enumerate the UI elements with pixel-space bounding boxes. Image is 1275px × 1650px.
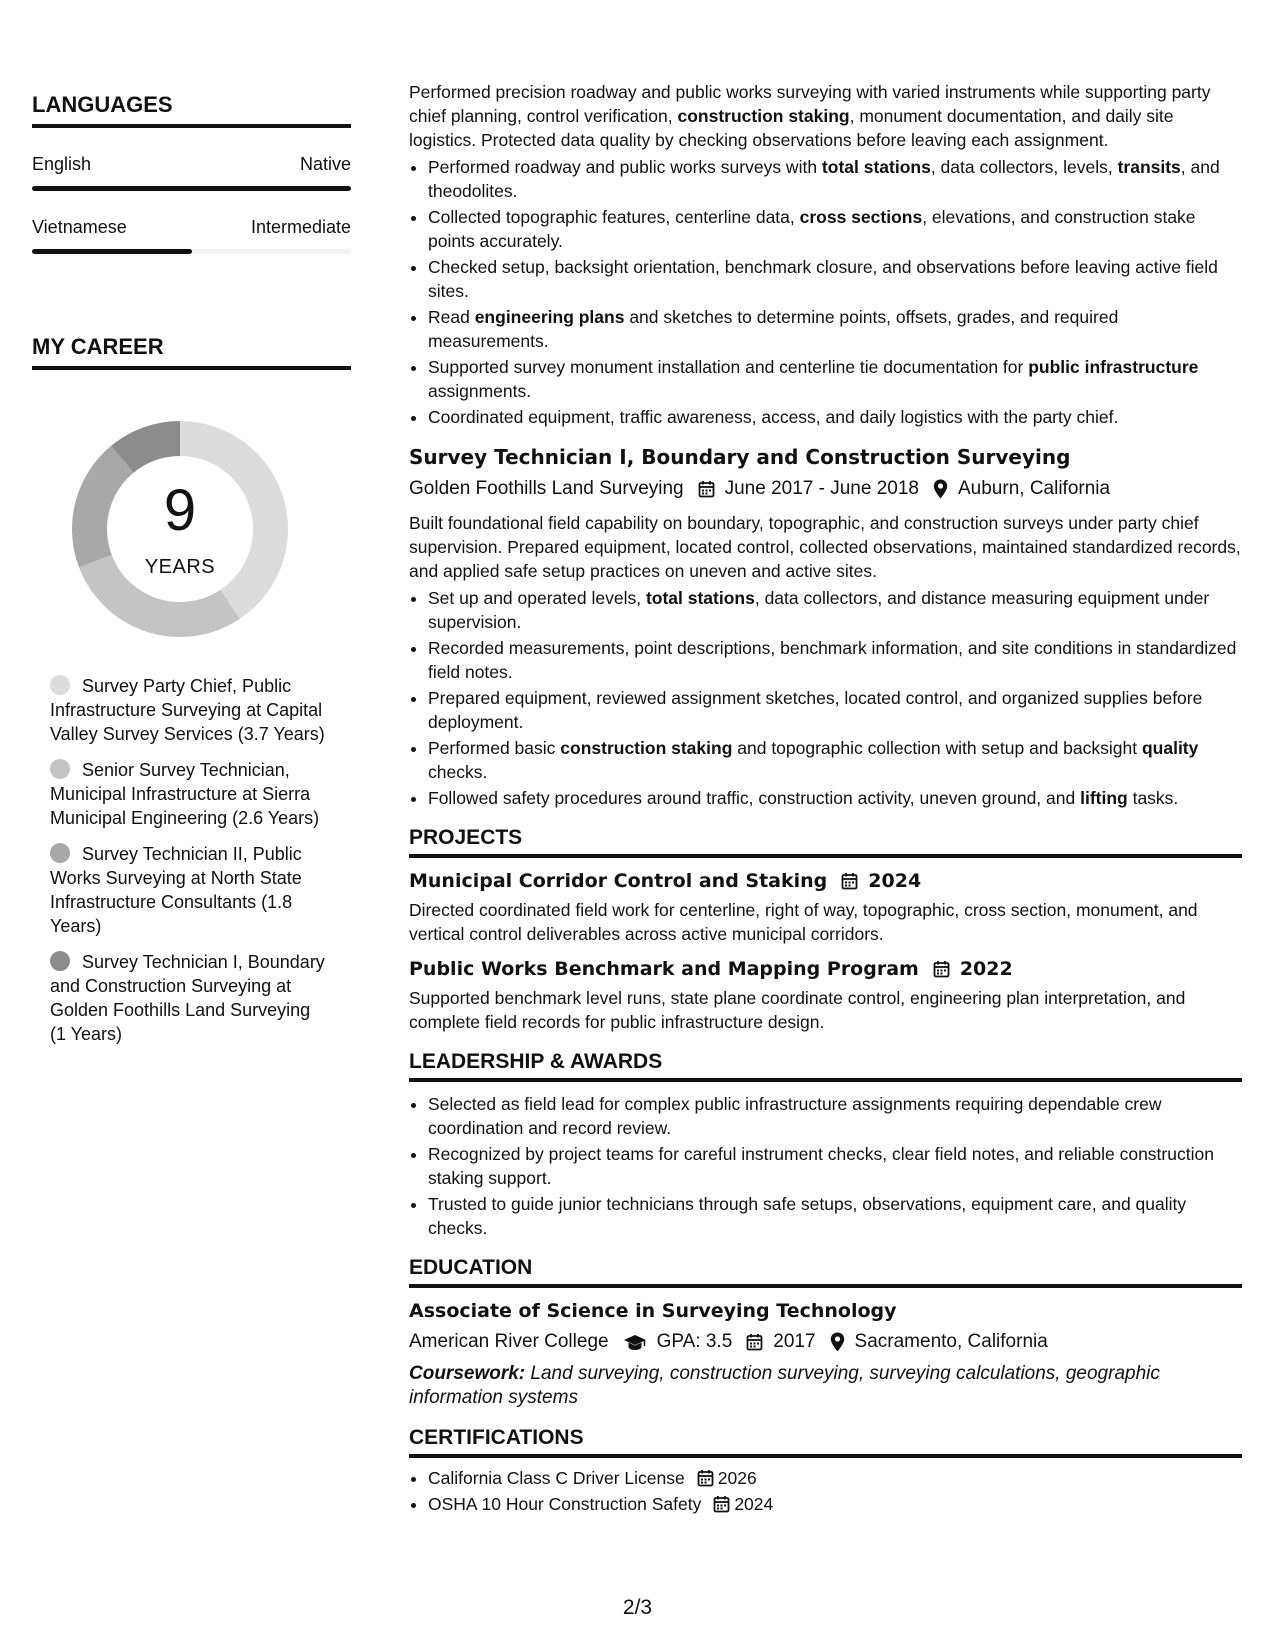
languages-heading: LANGUAGES	[32, 92, 351, 128]
experience-bullet: • Checked setup, backsight orientation, benchmark closure, and observations before leaving active field sites.	[428, 255, 1242, 303]
career-total-unit: YEARS	[144, 556, 216, 578]
career-legend-text: Senior Survey Technician, Municipal Infrastructure at Sierra Municipal Engineering (2.6 Years)	[50, 760, 320, 828]
language-name: Vietnamese	[32, 217, 127, 237]
certification-name: • California Class C Driver License	[428, 1468, 685, 1488]
map-pin-icon	[933, 479, 948, 499]
calendar-icon	[698, 480, 715, 498]
job-bullet: • Followed safety procedures around traffic, construction activity, uneven ground, and lifting tasks.	[428, 786, 1242, 810]
language-level: Intermediate	[250, 217, 351, 237]
career-legend-text: Survey Technician I, Boundary and Construction Surveying at Golden Foothills Land Surveying (1 Years)	[50, 952, 325, 1044]
project-year: 2024	[868, 870, 922, 892]
career-legend-dot	[50, 951, 70, 971]
career-legend-text: Survey Party Chief, Public Infrastructure Surveying at Capital Valley Survey Services (3.7 Years)	[50, 676, 325, 744]
education-school: American River College	[409, 1331, 609, 1352]
language-row	[32, 154, 351, 175]
career-total-number: 9	[163, 478, 197, 543]
project-title-row	[409, 956, 1242, 982]
career-legend-dot	[50, 843, 70, 863]
education-degree: Associate of Science in Surveying Technology	[409, 1300, 897, 1322]
certification-name: • OSHA 10 Hour Construction Safety	[428, 1494, 702, 1514]
experience-bullet: • Coordinated equipment, traffic awareness, access, and daily logistics with the party chief.	[428, 405, 1242, 429]
job-bullet: • Recorded measurements, point descriptions, benchmark information, and site conditions in standardized field notes.	[428, 636, 1242, 684]
language-proficiency-bar	[32, 249, 351, 254]
calendar-icon	[697, 1469, 714, 1487]
job-bullet: • Set up and operated levels, total stations, data collectors, and distance measuring equipment under supervision.	[428, 586, 1242, 634]
project-description: Directed coordinated field work for centerline, right of way, topographic, cross section, monument, and vertical control deliverables across active municipal corridors.	[409, 900, 1198, 944]
leadership-item: • Selected as field lead for complex public infrastructure assignments requiring dependable crew coordination and record review.	[428, 1092, 1242, 1140]
education-meta	[409, 1328, 1242, 1356]
calendar-icon	[713, 1495, 730, 1513]
map-pin-icon	[830, 1332, 845, 1352]
job-meta	[409, 475, 1242, 503]
job-bullet: • Performed basic construction staking and topographic collection with setup and backsight quality checks.	[428, 736, 1242, 784]
education-location: Sacramento, California	[854, 1331, 1048, 1352]
career-legend-dot	[50, 675, 70, 695]
education-coursework	[409, 1362, 1242, 1410]
experience-summary: Performed precision roadway and public works surveying with varied instruments while supporting party chief planning, control verification, construction staking, monument documentation, and daily site logistics. Protected data quality by checking observations before leaving each assignment.	[409, 82, 1211, 150]
main-content	[409, 80, 1242, 1518]
projects-list	[409, 868, 1242, 1034]
project-title-row	[409, 868, 1242, 894]
career-legend-item	[50, 950, 330, 1046]
calendar-icon	[841, 872, 858, 890]
leadership-heading: LEADERSHIP & AWARDS	[409, 1050, 1242, 1082]
career-legend	[50, 674, 330, 1046]
project-year: 2022	[959, 958, 1013, 980]
career-legend-item	[50, 758, 330, 830]
certification-year: 2024	[734, 1494, 774, 1514]
career-legend-item	[50, 842, 330, 938]
certification-item	[428, 1466, 1242, 1490]
projects-heading: PROJECTS	[409, 826, 1242, 858]
job-company: Golden Foothills Land Surveying	[409, 478, 684, 499]
leadership-item: • Recognized by project teams for careful instrument checks, clear field notes, and reliable construction staking support.	[428, 1142, 1242, 1190]
project-title: Municipal Corridor Control and Staking	[409, 870, 828, 892]
language-row	[32, 217, 351, 238]
certifications-heading: CERTIFICATIONS	[409, 1426, 1242, 1458]
calendar-icon	[933, 960, 950, 978]
career-legend-item	[50, 674, 330, 746]
language-proficiency-bar	[32, 186, 351, 191]
coursework-text: Land surveying, construction surveying, surveying calculations, geographic information systems	[409, 1363, 1160, 1408]
language-proficiency-fill	[32, 186, 351, 191]
job-bullets	[409, 586, 1242, 810]
job-location: Auburn, California	[958, 478, 1111, 499]
language-level: Native	[299, 154, 351, 174]
languages-list	[32, 154, 351, 254]
calendar-icon	[746, 1333, 763, 1351]
experience-bullets	[409, 155, 1242, 429]
career-donut-chart	[65, 414, 295, 644]
job-summary: Built foundational field capability on boundary, topographic, and construction surveys under party chief supervision. Prepared equipment, located control, collected observations, maintained standardized records, and applied safe setup practices on uneven and active sites.	[409, 513, 1241, 581]
experience-bullet: • Performed roadway and public works surveys with total stations, data collectors, levels, transits, and theodolites.	[428, 155, 1242, 203]
language-name: English	[32, 154, 92, 174]
career-heading: MY CAREER	[32, 334, 351, 370]
certification-row	[428, 1466, 1242, 1490]
certifications-list	[409, 1466, 1242, 1516]
job-dates: June 2017 - June 2018	[724, 478, 919, 499]
education-year: 2017	[773, 1331, 816, 1352]
certification-row	[428, 1492, 1242, 1516]
page-number: 2/3	[622, 1596, 653, 1619]
job-title: Survey Technician I, Boundary and Construction Surveying	[409, 445, 1071, 469]
graduation-cap-icon	[623, 1334, 647, 1351]
education-heading: EDUCATION	[409, 1256, 1242, 1288]
certification-year: 2026	[717, 1468, 757, 1488]
leadership-item: • Trusted to guide junior technicians through safe setups, observations, equipment care, and quality checks.	[428, 1192, 1242, 1240]
experience-bullet: • Collected topographic features, centerline data, cross sections, elevations, and construction stake points accurately.	[428, 205, 1242, 253]
sidebar	[32, 92, 351, 1058]
coursework-label: Coursework:	[409, 1363, 526, 1384]
career-legend-dot	[50, 759, 70, 779]
certification-item	[428, 1492, 1242, 1516]
project-description: Supported benchmark level runs, state plane coordinate control, engineering plan interpretation, and complete field records for public infrastructure design.	[409, 988, 1186, 1032]
leadership-list	[409, 1092, 1242, 1240]
career-legend-text: Survey Technician II, Public Works Surveying at North State Infrastructure Consultants (1.8 Years)	[50, 844, 302, 936]
experience-bullet: • Supported survey monument installation and centerline tie documentation for public infrastructure assignments.	[428, 355, 1242, 403]
language-proficiency-fill	[32, 249, 192, 254]
experience-bullet: • Read engineering plans and sketches to determine points, offsets, grades, and required measurements.	[428, 305, 1242, 353]
project-title: Public Works Benchmark and Mapping Program	[409, 958, 919, 980]
education-gpa: GPA: 3.5	[656, 1331, 733, 1352]
job-bullet: • Prepared equipment, reviewed assignment sketches, located control, and organized supplies before deployment.	[428, 686, 1242, 734]
